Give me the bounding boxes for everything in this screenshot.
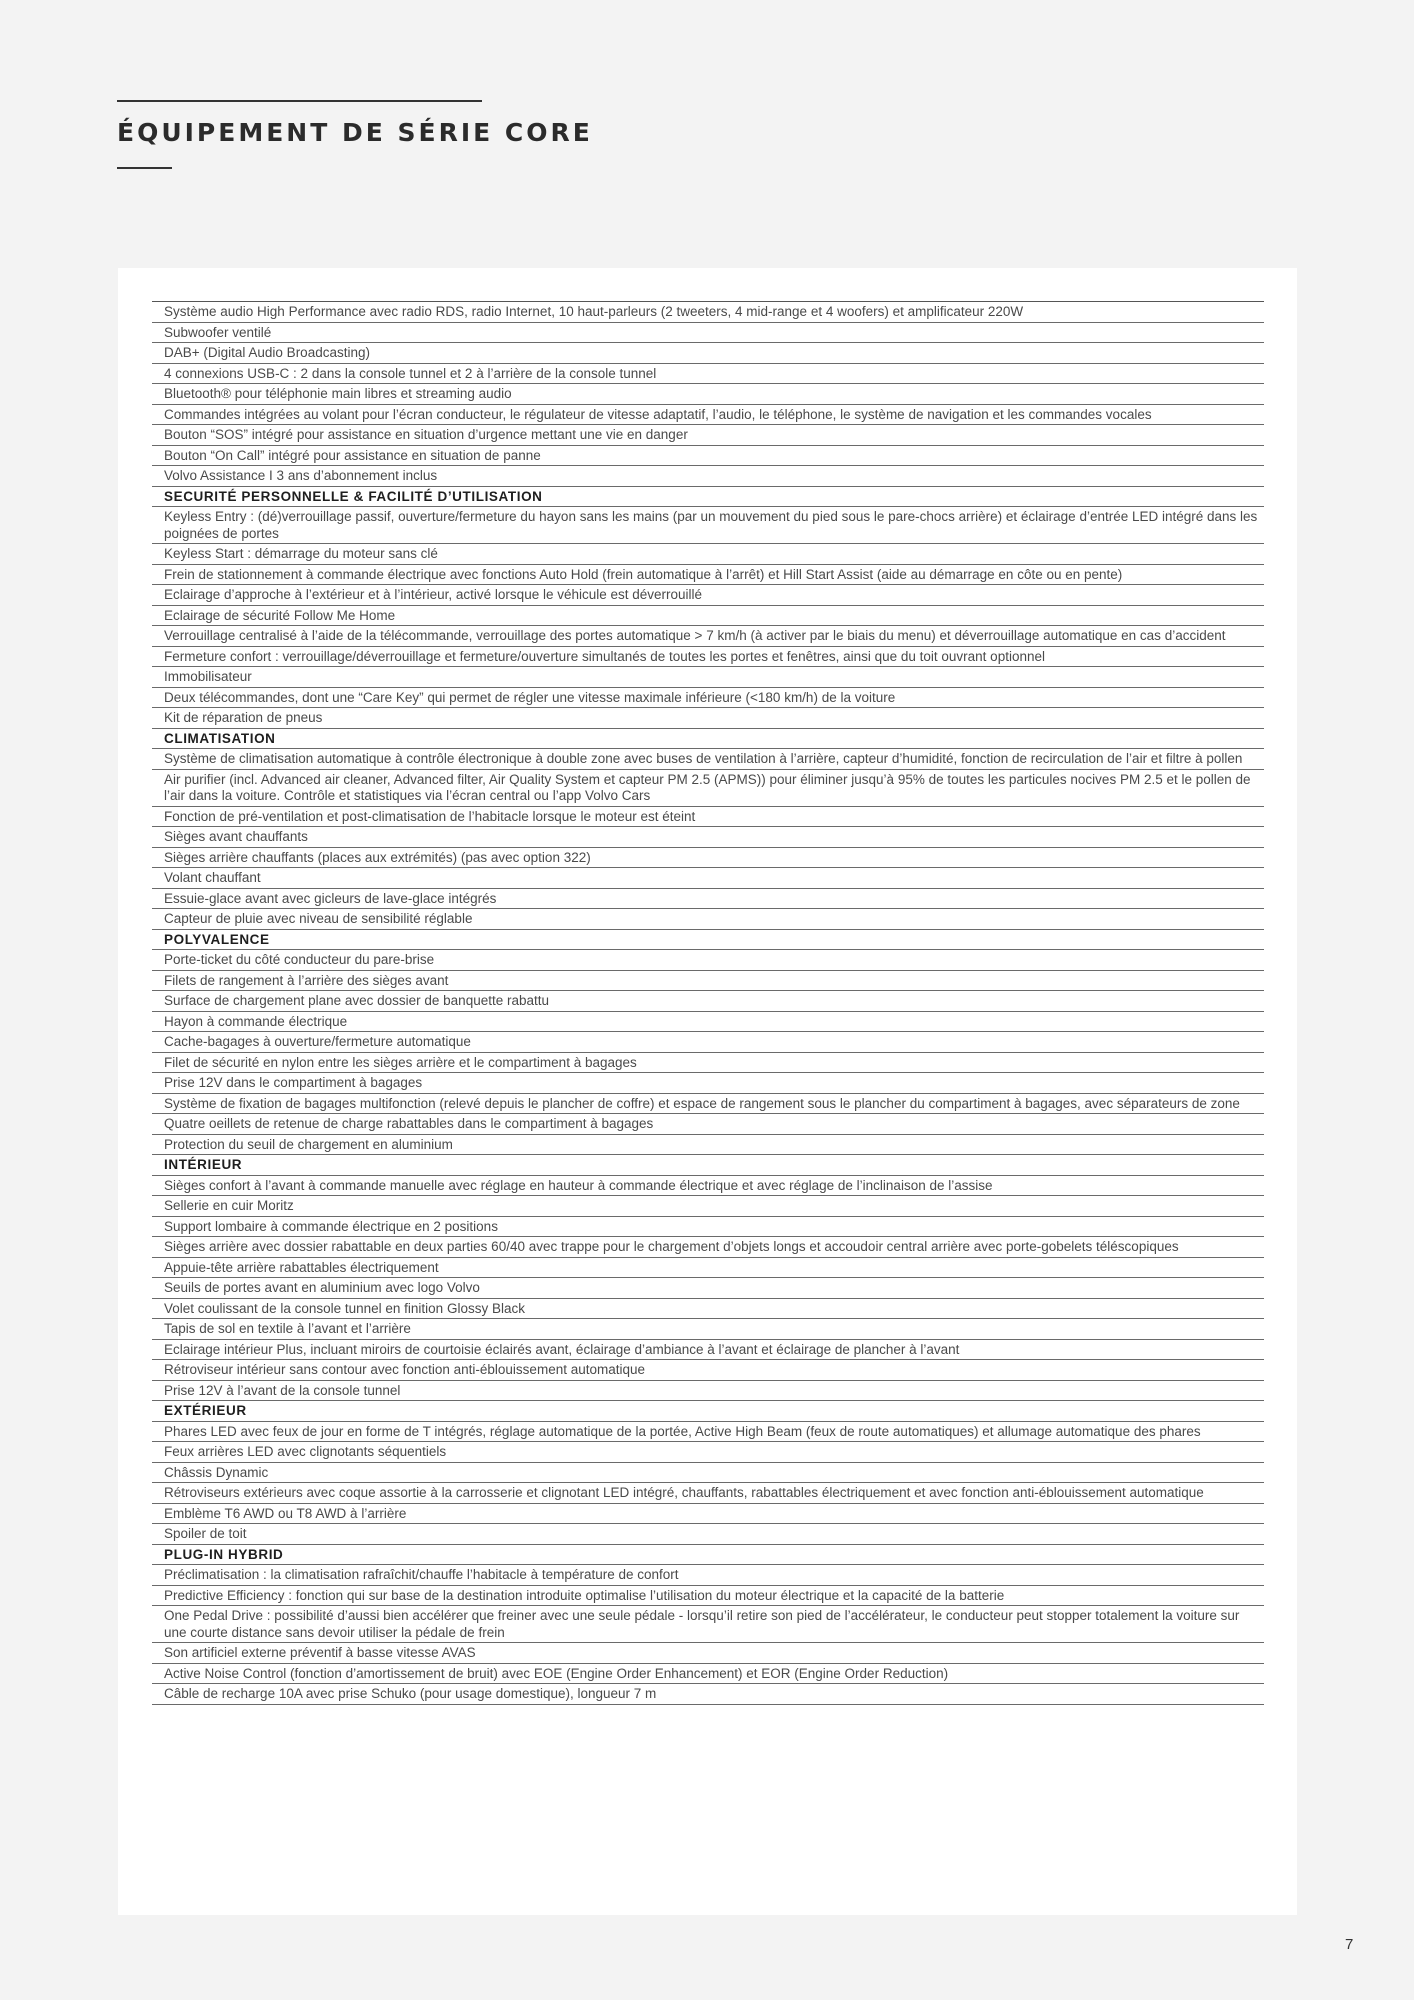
page-number: 7	[1345, 1936, 1354, 1953]
equipment-row: Eclairage d’approche à l’extérieur et à l’intérieur, activé lorsque le véhicule est déverrouillé	[152, 585, 1264, 606]
equipment-row: Système de climatisation automatique à contrôle électronique à double zone avec buses de ventilation à l’arrière, capteur d’humidité, fonction de recirculation de l’air et filtre à pollen	[152, 749, 1264, 770]
equipment-row: Filet de sécurité en nylon entre les sièges arrière et le compartiment à bagages	[152, 1053, 1264, 1074]
equipment-row: Seuils de portes avant en aluminium avec logo Volvo	[152, 1278, 1264, 1299]
equipment-row: Sièges arrière chauffants (places aux extrémités) (pas avec option 322)	[152, 848, 1264, 869]
equipment-row: Support lombaire à commande électrique en 2 positions	[152, 1217, 1264, 1238]
equipment-row: Bluetooth® pour téléphonie main libres et streaming audio	[152, 384, 1264, 405]
equipment-row: Kit de réparation de pneus	[152, 708, 1264, 729]
equipment-row: Verrouillage centralisé à l’aide de la télécommande, verrouillage des portes automatique > 7 km/h (à activer par le biais du menu) et déverrouillage automatique en cas d’accident	[152, 626, 1264, 647]
equipment-row: Predictive Efficiency : fonction qui sur base de la destination introduite optimalise l’utilisation du moteur électrique et la capacité de la batterie	[152, 1586, 1264, 1607]
equipment-row: Protection du seuil de chargement en aluminium	[152, 1135, 1264, 1156]
equipment-row: Câble de recharge 10A avec prise Schuko (pour usage domestique), longueur 7 m	[152, 1684, 1264, 1705]
equipment-row: Volant chauffant	[152, 868, 1264, 889]
section-heading: SECURITÉ PERSONNELLE & FACILITÉ D’UTILISATION	[152, 487, 1264, 508]
equipment-row: Préclimatisation : la climatisation rafraîchit/chauffe l’habitacle à température de confort	[152, 1565, 1264, 1586]
title-underline	[117, 167, 172, 169]
equipment-row: Rétroviseurs extérieurs avec coque assortie à la carrosserie et clignotant LED intégré, chauffants, rabattables électriquement et avec fonction anti-éblouissement automatique	[152, 1483, 1264, 1504]
equipment-row: Son artificiel externe préventif à basse vitesse AVAS	[152, 1643, 1264, 1664]
equipment-row: Feux arrières LED avec clignotants séquentiels	[152, 1442, 1264, 1463]
equipment-row: Système de fixation de bagages multifonction (relevé depuis le plancher de coffre) et espace de rangement sous le plancher du compartiment à bagages, avec séparateurs de zone	[152, 1094, 1264, 1115]
equipment-row: Sièges confort à l’avant à commande manuelle avec réglage en hauteur à commande électrique et avec réglage de l’inclinaison de l’assise	[152, 1176, 1264, 1197]
section-heading: INTÉRIEUR	[152, 1155, 1264, 1176]
equipment-row: Keyless Start : démarrage du moteur sans clé	[152, 544, 1264, 565]
equipment-row: Air purifier (incl. Advanced air cleaner, Advanced filter, Air Quality System et capteur PM 2.5 (APMS)) pour éliminer jusqu’à 95% de toutes les particules nocives PM 2.5 et le pollen de l’air dans la voiture. Contrôle et statistiques via l’écran central ou l’app Volvo Cars	[152, 770, 1264, 807]
equipment-row: Quatre oeillets de retenue de charge rabattables dans le compartiment à bagages	[152, 1114, 1264, 1135]
equipment-row: Keyless Entry : (dé)verrouillage passif, ouverture/fermeture du hayon sans les mains (par un mouvement du pied sous le pare-chocs arrière) et éclairage d’entrée LED intégré dans les poignées de portes	[152, 507, 1264, 544]
equipment-row: Eclairage de sécurité Follow Me Home	[152, 606, 1264, 627]
equipment-panel	[118, 268, 1297, 1915]
equipment-row: Subwoofer ventilé	[152, 323, 1264, 344]
section-heading: CLIMATISATION	[152, 729, 1264, 750]
equipment-row: Prise 12V dans le compartiment à bagages	[152, 1073, 1264, 1094]
equipment-row: Sièges avant chauffants	[152, 827, 1264, 848]
equipment-row: Phares LED avec feux de jour en forme de T intégrés, réglage automatique de la portée, Active High Beam (feux de route automatiques) et allumage automatique des phares	[152, 1422, 1264, 1443]
section-heading: EXTÉRIEUR	[152, 1401, 1264, 1422]
equipment-row: Appuie-tête arrière rabattables électriquement	[152, 1258, 1264, 1279]
equipment-row: DAB+ (Digital Audio Broadcasting)	[152, 343, 1264, 364]
equipment-row: Bouton “On Call” intégré pour assistance en situation de panne	[152, 446, 1264, 467]
equipment-row: Deux télécommandes, dont une “Care Key” qui permet de régler une vitesse maximale inférieure (<180 km/h) de la voiture	[152, 688, 1264, 709]
equipment-row: Prise 12V à l’avant de la console tunnel	[152, 1381, 1264, 1402]
equipment-row: Eclairage intérieur Plus, incluant miroirs de courtoisie éclairés avant, éclairage d’ambiance à l’avant et éclairage de plancher à l’avant	[152, 1340, 1264, 1361]
equipment-row: Frein de stationnement à commande électrique avec fonctions Auto Hold (frein automatique à l’arrêt) et Hill Start Assist (aide au démarrage en côte ou en pente)	[152, 565, 1264, 586]
equipment-row: Active Noise Control (fonction d’amortissement de bruit) avec EOE (Engine Order Enhancement) et EOR (Engine Order Reduction)	[152, 1664, 1264, 1685]
equipment-row: 4 connexions USB-C : 2 dans la console tunnel et 2 à l’arrière de la console tunnel	[152, 364, 1264, 385]
equipment-row: Commandes intégrées au volant pour l’écran conducteur, le régulateur de vitesse adaptatif, l’audio, le téléphone, le système de navigation et les commandes vocales	[152, 405, 1264, 426]
equipment-row: Tapis de sol en textile à l’avant et l’arrière	[152, 1319, 1264, 1340]
equipment-row: Système audio High Performance avec radio RDS, radio Internet, 10 haut-parleurs (2 tweeters, 4 mid-range et 4 woofers) et amplificateur 220W	[152, 302, 1264, 323]
section-heading: PLUG-IN HYBRID	[152, 1545, 1264, 1566]
equipment-row: Filets de rangement à l’arrière des sièges avant	[152, 971, 1264, 992]
equipment-row: Spoiler de toit	[152, 1524, 1264, 1545]
equipment-row: Emblème T6 AWD ou T8 AWD à l’arrière	[152, 1504, 1264, 1525]
equipment-row: Bouton “SOS” intégré pour assistance en situation d’urgence mettant une vie en danger	[152, 425, 1264, 446]
equipment-row: Fonction de pré-ventilation et post-climatisation de l’habitacle lorsque le moteur est éteint	[152, 807, 1264, 828]
equipment-row: Volvo Assistance I 3 ans d’abonnement inclus	[152, 466, 1264, 487]
equipment-row: Cache-bagages à ouverture/fermeture automatique	[152, 1032, 1264, 1053]
equipment-row: Hayon à commande électrique	[152, 1012, 1264, 1033]
equipment-row: Essuie-glace avant avec gicleurs de lave-glace intégrés	[152, 889, 1264, 910]
equipment-row: Sellerie en cuir Moritz	[152, 1196, 1264, 1217]
top-rule	[117, 100, 482, 102]
equipment-row: One Pedal Drive : possibilité d’aussi bien accélérer que freiner avec une seule pédale - lorsqu’il retire son pied de l’accélérateur, le conducteur peut stopper totalement la voiture sur une courte distance sans devoir utiliser la pédale de frein	[152, 1606, 1264, 1643]
equipment-list	[152, 301, 1264, 1705]
equipment-row: Châssis Dynamic	[152, 1463, 1264, 1484]
equipment-row: Surface de chargement plane avec dossier de banquette rabattu	[152, 991, 1264, 1012]
equipment-row: Volet coulissant de la console tunnel en finition Glossy Black	[152, 1299, 1264, 1320]
equipment-row: Immobilisateur	[152, 667, 1264, 688]
equipment-row: Fermeture confort : verrouillage/déverrouillage et fermeture/ouverture simultanés de toutes les portes et fenêtres, ainsi que du toit ouvrant optionnel	[152, 647, 1264, 668]
equipment-row: Porte-ticket du côté conducteur du pare-brise	[152, 950, 1264, 971]
equipment-row: Capteur de pluie avec niveau de sensibilité réglable	[152, 909, 1264, 930]
equipment-row: Sièges arrière avec dossier rabattable en deux parties 60/40 avec trappe pour le chargement d’objets longs et accoudoir central arrière avec porte-gobelets téléscopiques	[152, 1237, 1264, 1258]
section-heading: POLYVALENCE	[152, 930, 1264, 951]
page-title: ÉQUIPEMENT DE SÉRIE CORE	[117, 118, 593, 147]
equipment-row: Rétroviseur intérieur sans contour avec fonction anti-éblouissement automatique	[152, 1360, 1264, 1381]
